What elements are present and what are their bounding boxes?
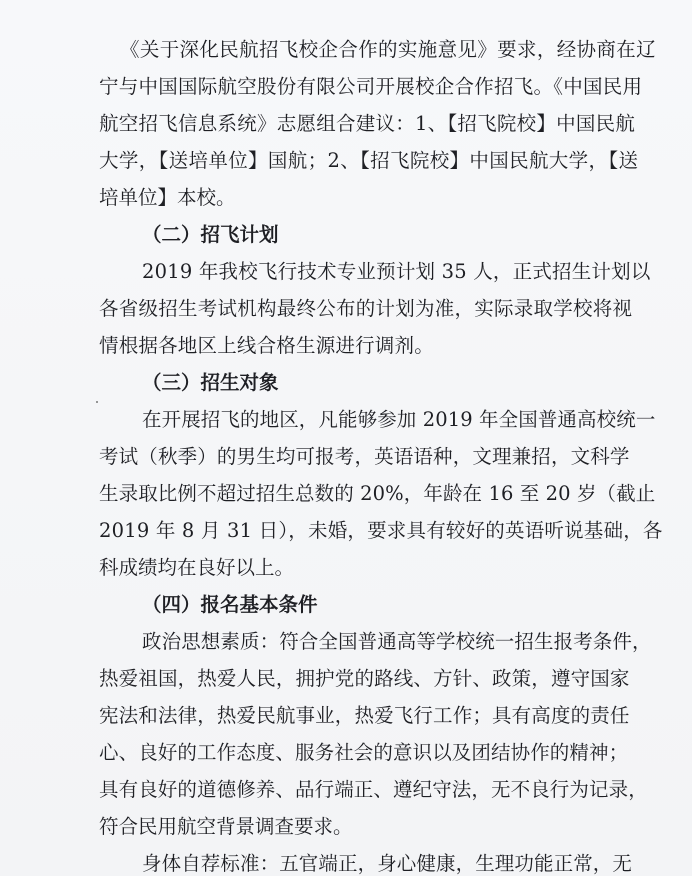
- section-4-line-6: 符合民用航空背景调查要求。: [99, 815, 353, 838]
- section-4-line-1: 政治思想素质：符合全国普通高等学校统一招生报考条件，: [142, 630, 652, 653]
- section-3-heading: （三）招生对象: [142, 371, 279, 394]
- section-2-heading: （二）招飞计划: [142, 223, 279, 246]
- section-3-line-3: 生录取比例不超过招生总数的 20%，年龄在 16 至 20 岁（截止: [99, 482, 656, 505]
- section-2-line-1: 2019 年我校飞行技术专业预计划 35 人，正式招生计划以: [142, 260, 651, 283]
- intro-line-2: 宁与中国国际航空股份有限公司开展校企合作招飞。《中国民用: [99, 75, 643, 98]
- section-4-line-4: 心、良好的工作态度、服务社会的意识以及团结协作的精神；: [99, 741, 629, 764]
- intro-line-1: 《关于深化民航招飞校企合作的实施意见》要求，经协商在辽: [120, 38, 656, 61]
- section-3-line-5: 科成绩均在良好以上。: [99, 556, 295, 579]
- section-4-line-5: 具有良好的道德修养、品行端正、遵纪守法，无不良行为记录，: [99, 778, 648, 801]
- intro-line-4: 大学，【送培单位】国航；2、【招飞院校】中国民航大学，【送: [99, 149, 639, 172]
- section-3-line-1: 在开展招飞的地区，凡能够参加 2019 年全国普通高校统一: [142, 408, 656, 431]
- section-2-line-3: 情根据各地区上线合格生源进行调剂。: [99, 334, 434, 357]
- section-4-last-line: 身体自荐标准：五官端正，身心健康，生理功能正常，无: [142, 852, 633, 875]
- section-4-line-3: 宪法和法律，热爱民航事业，热爱飞行工作；具有高度的责任: [99, 704, 630, 727]
- section-3-line-2: 考试（秋季）的男生均可报考，英语语种，文理兼招，文科学: [99, 445, 630, 468]
- section-3-line-4: 2019 年 8 月 31 日），未婚，要求具有较好的英语听说基础，各: [99, 519, 663, 542]
- section-4-heading: （四）报名基本条件: [142, 593, 318, 616]
- intro-line-5: 培单位】本校。: [99, 186, 236, 209]
- section-2-line-2: 各省级招生考试机构最终公布的计划为准，实际录取学校将视: [99, 297, 633, 320]
- scan-speck: [96, 401, 98, 403]
- intro-line-3: 航空招飞信息系统》志愿组合建议：1、【招飞院校】中国民航: [99, 112, 636, 135]
- section-4-line-2: 热爱祖国，热爱人民，拥护党的路线、方针、政策，遵守国家: [99, 667, 630, 690]
